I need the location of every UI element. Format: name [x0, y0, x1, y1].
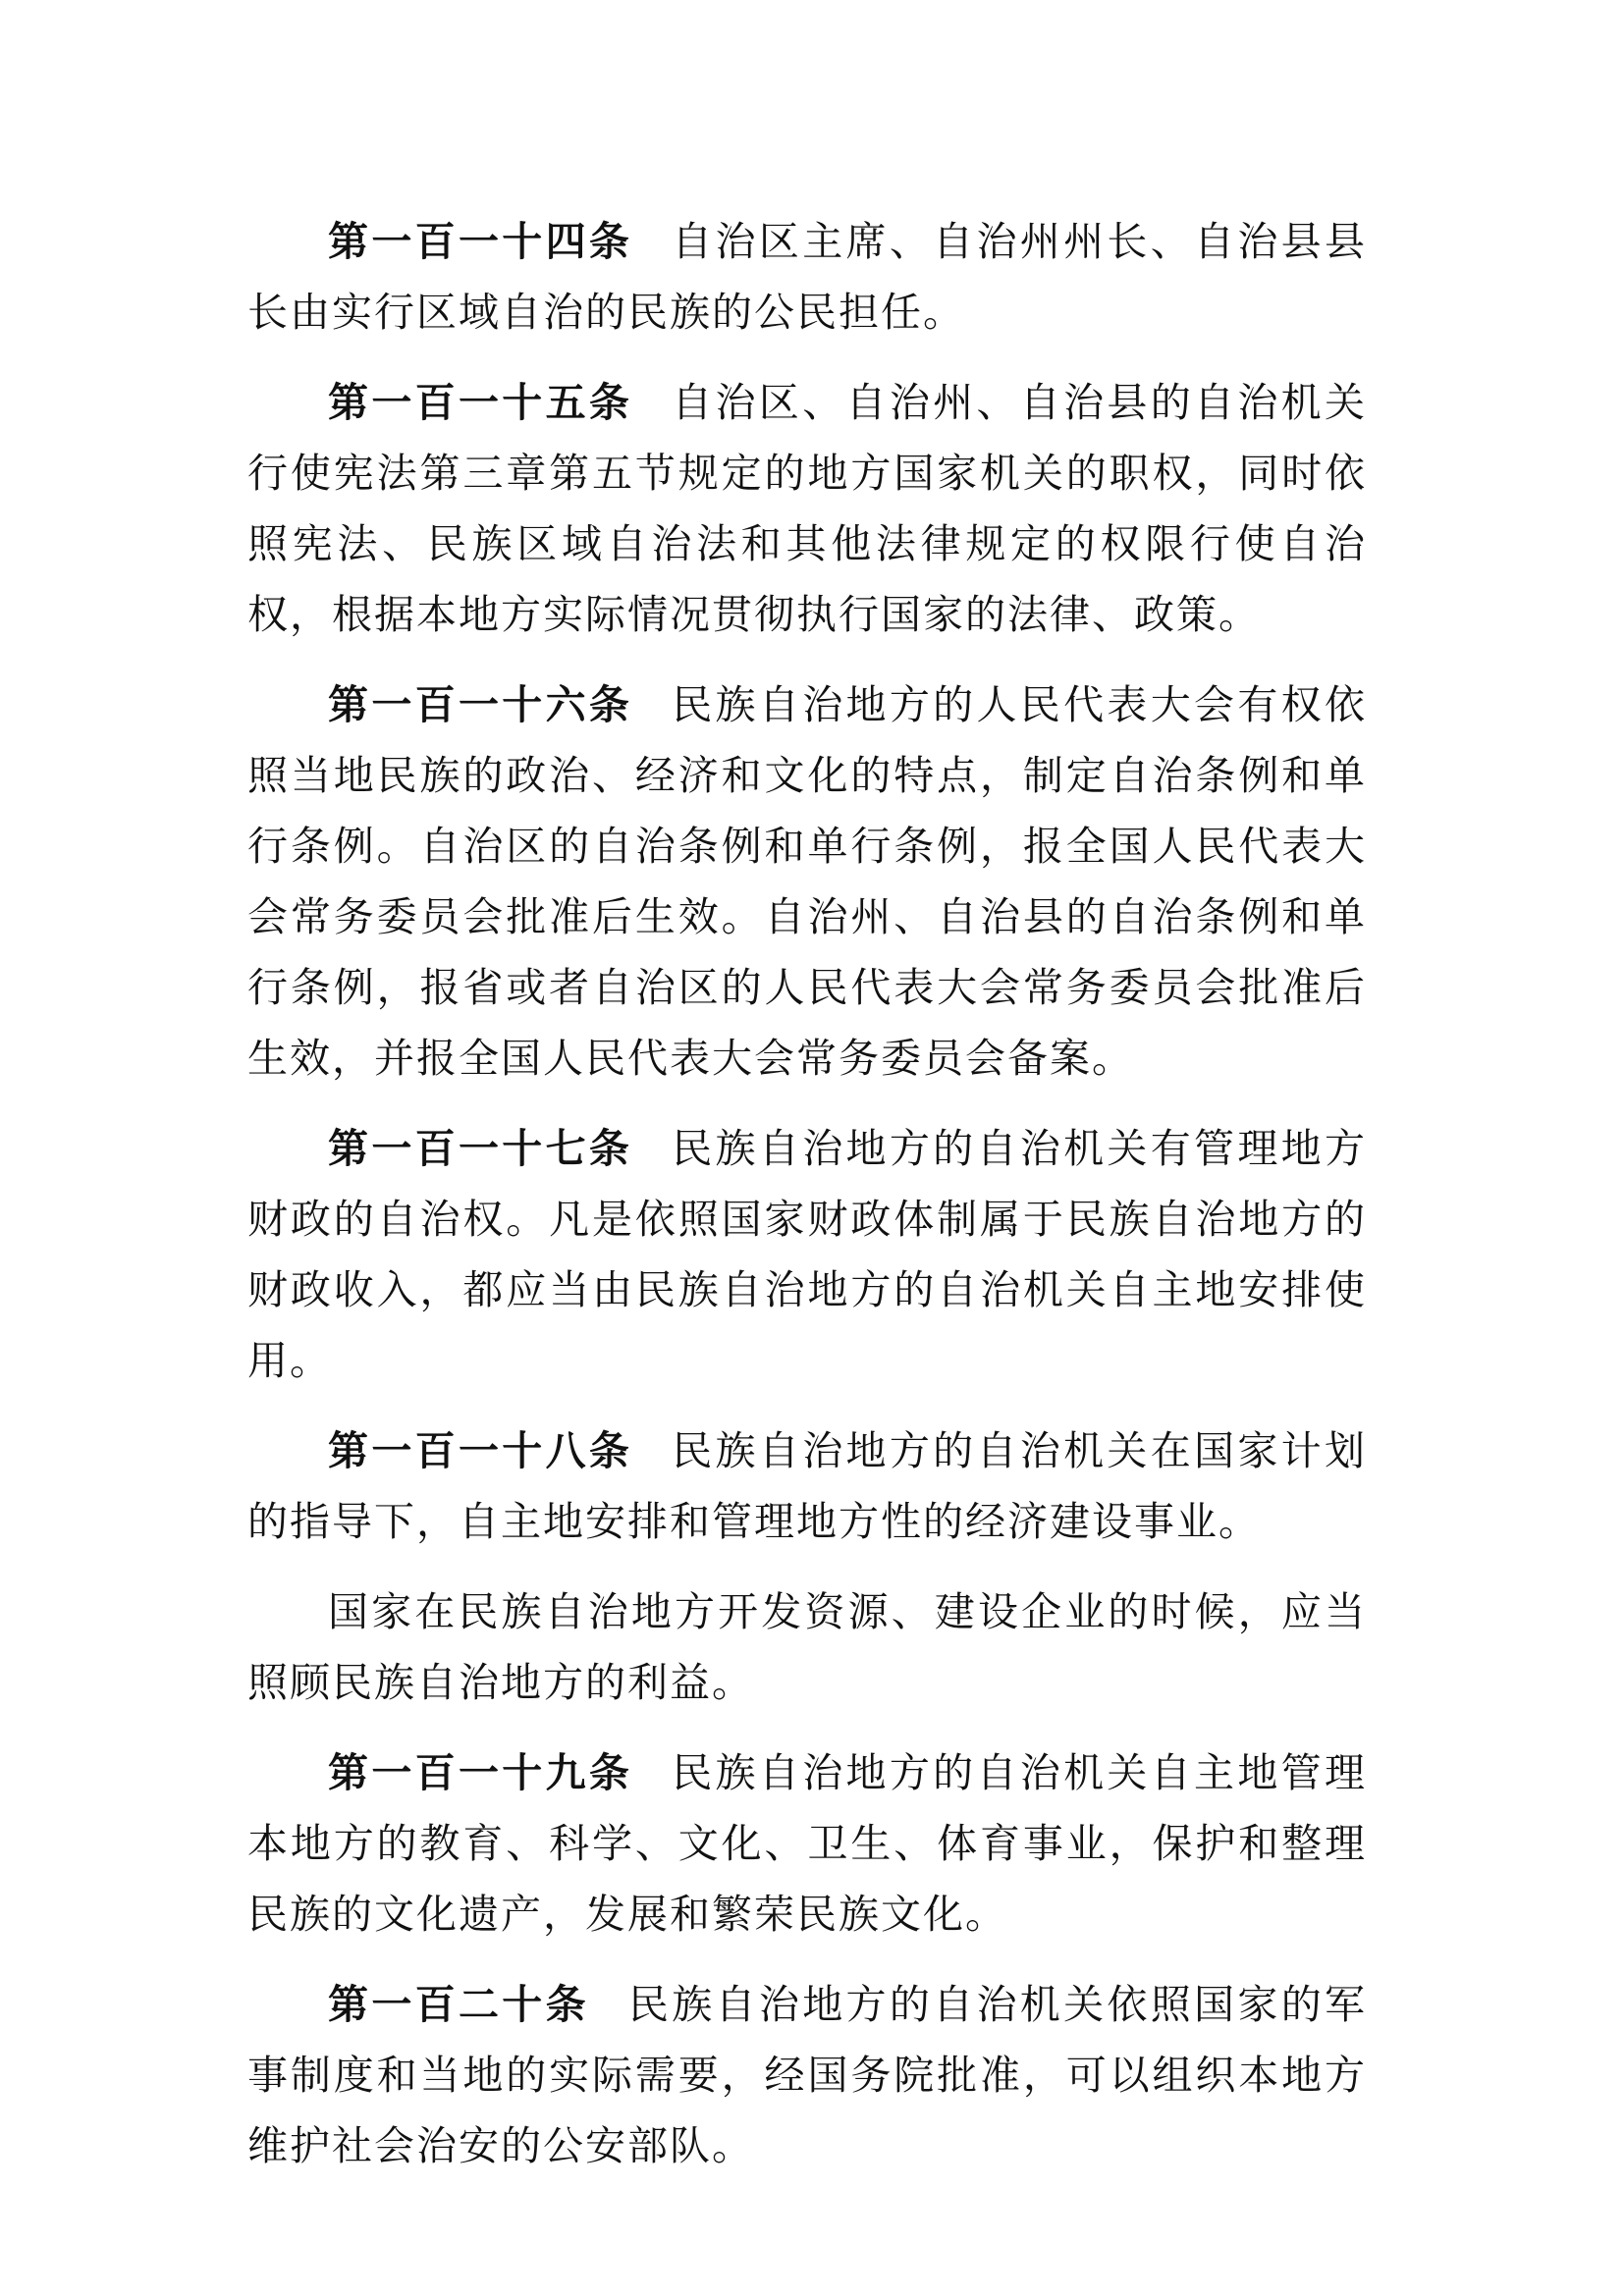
article-114 [247, 206, 1367, 347]
article-number: 第一百一十六条 [328, 681, 633, 728]
article-text: 国家在民族自治地方开发资源、建设企业的时候，应当照顾民族自治地方的利益。 [247, 1588, 1367, 1706]
article-119 [247, 1737, 1367, 1949]
document-page [247, 206, 1367, 2201]
article-number: 第一百一十九条 [328, 1749, 633, 1796]
article-117 [247, 1113, 1367, 1396]
article-number: 第一百一十七条 [328, 1125, 633, 1172]
article-number: 第一百一十五条 [328, 379, 633, 426]
article-116 [247, 669, 1367, 1094]
article-120 [247, 1969, 1367, 2181]
article-text: 民族自治地方的自治机关依照国家的军事制度和当地的实际需要，经国务院批准，可以组织本地方维护社会治安的公安部队。 [247, 1981, 1368, 2169]
article-number: 第一百一十八条 [328, 1427, 633, 1474]
article-118 [247, 1415, 1367, 1557]
article-text: 民族自治地方的自治机关有管理地方财政的自治权。凡是依照国家财政体制属于民族自治地方的财政收入，都应当由民族自治地方的自治机关自主地安排使用。 [247, 1125, 1368, 1384]
article-118-paragraph-2 [247, 1576, 1367, 1718]
article-text: 自治区、自治州、自治县的自治机关行使宪法第三章第五节规定的地方国家机关的职权，同时依照宪法、民族区域自治法和其他法律规定的权限行使自治权，根据本地方实际情况贯彻执行国家的法律、政策。 [247, 379, 1368, 638]
article-text: 民族自治地方的自治机关在国家计划的指导下，自主地安排和管理地方性的经济建设事业。 [247, 1427, 1368, 1545]
article-number: 第一百二十条 [328, 1981, 589, 2028]
article-115 [247, 367, 1367, 650]
article-text: 民族自治地方的人民代表大会有权依照当地民族的政治、经济和文化的特点，制定自治条例和单行条例。自治区的自治条例和单行条例，报全国人民代表大会常务委员会批准后生效。自治州、自治县的自治条例和单行条例，报省或者自治区的人民代表大会常务委员会批准后生效，并报全国人民代表大会常务委员会备案。 [247, 681, 1368, 1082]
article-number: 第一百一十四条 [328, 218, 633, 265]
article-text: 民族自治地方的自治机关自主地管理本地方的教育、科学、文化、卫生、体育事业，保护和整理民族的文化遗产，发展和繁荣民族文化。 [247, 1749, 1368, 1938]
article-text: 自治区主席、自治州州长、自治县县长由实行区域自治的民族的公民担任。 [247, 218, 1368, 336]
